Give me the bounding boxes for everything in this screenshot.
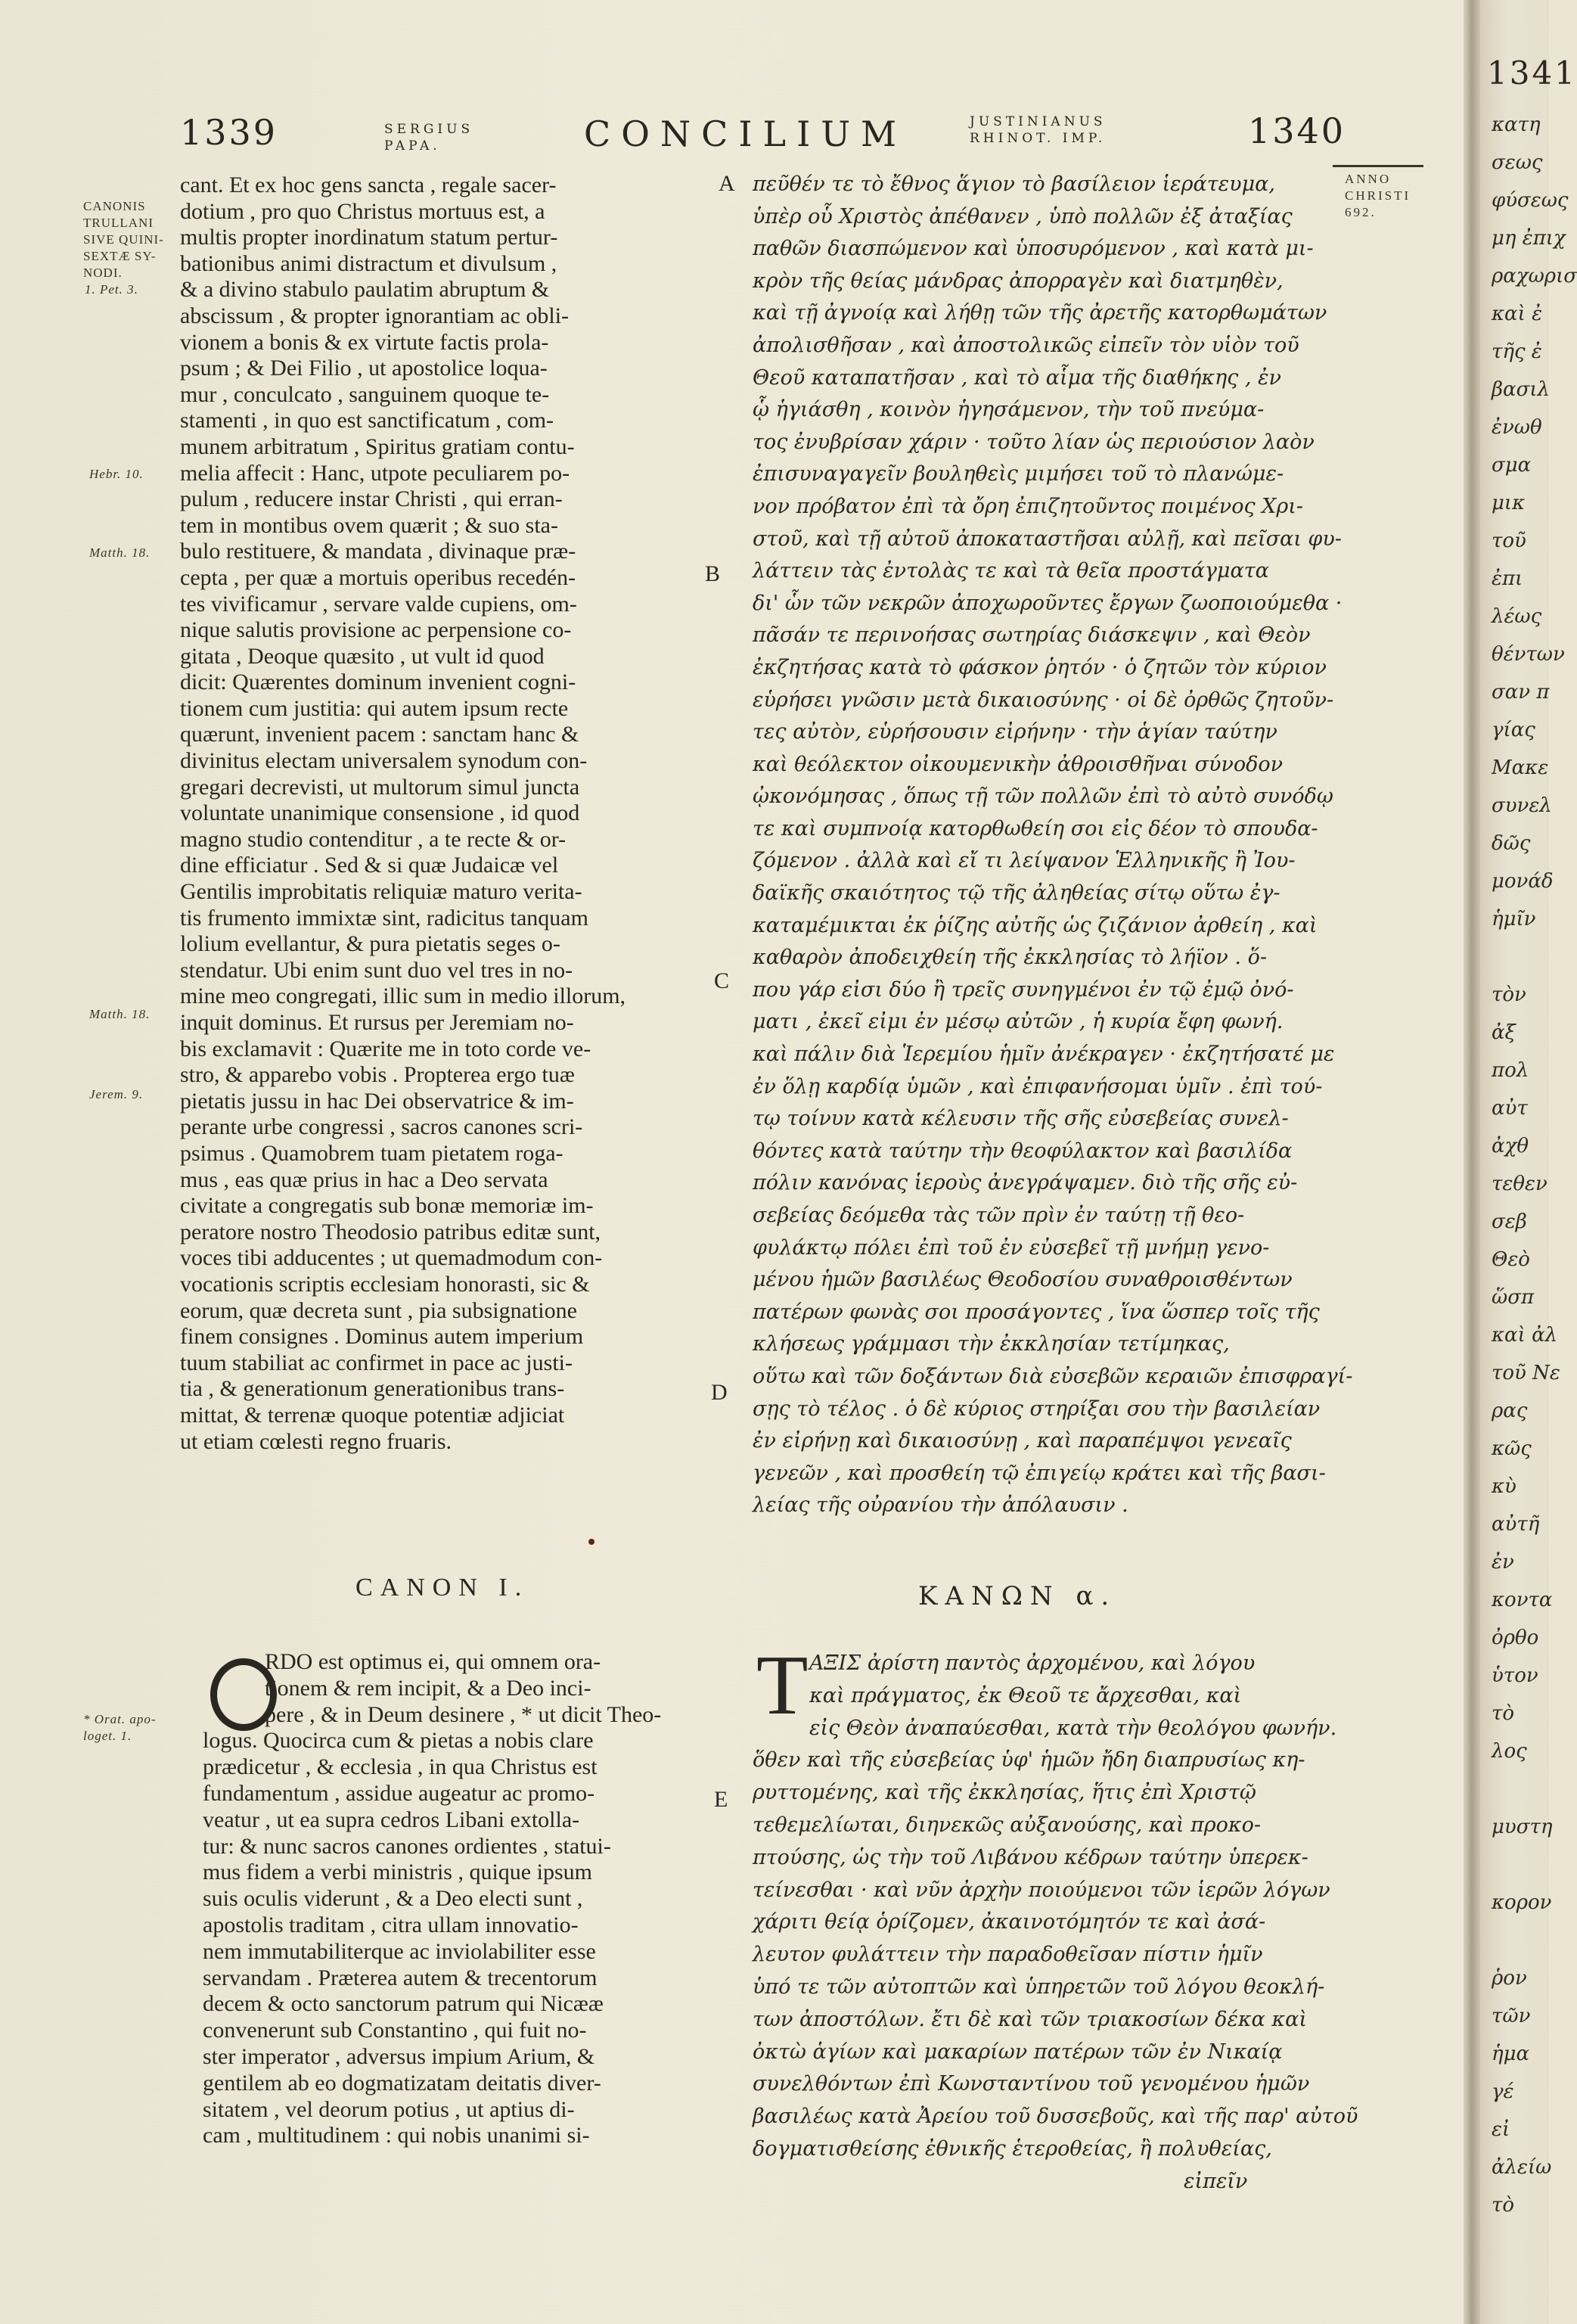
next-page-fragment: κορον — [1492, 1891, 1552, 1914]
greek-text-line: εὑρήσει γνῶσιν μετὰ δικαιοσύνης · οἱ δὲ ὀρθῶς ζητοῦν- — [753, 688, 1334, 712]
latin-text-line: multis propter inordinatum statum pertur- — [180, 225, 558, 250]
greek-text-line: τε καὶ συμπνοίᾳ κατορθωθείη σοι εἰς δέον τὸ σπουδα- — [753, 816, 1318, 840]
greek-canon-line: συνελθόντων ἐπὶ Κωνσταντίνου τοῦ γενομένου ἡμῶν — [753, 2072, 1310, 2096]
greek-text-line: καθαρὸν ἀποδειχθείη τῆς ἐκκλησίας τὸ λήϊον . ὅ- — [753, 946, 1267, 970]
greek-text-line: ᾠκονόμησας , ὅπως τῇ τῶν πολλῶν ἐπὶ τὸ αὐτὸ συνόδῳ — [753, 785, 1333, 809]
latin-column — [180, 172, 722, 1455]
latin-canon-line: tur: & nunc sacros canones ordientes , statui- — [203, 1833, 611, 1859]
running-head-line: RHINOT. IMP. — [970, 131, 1107, 146]
latin-canon-line: gentilem ab eo dogmatizatam deitatis diver- — [203, 2070, 601, 2096]
latin-text-line: tem in montibus ovem quærit ; & suo sta- — [180, 512, 558, 538]
latin-text-line: psimus . Quamobrem tuam pietatem roga- — [180, 1140, 563, 1166]
margin-note-ref: 1. Pet. 3. — [85, 282, 138, 297]
margin-note-line: CHRISTI — [1345, 188, 1411, 203]
next-page-fragment: συνελ — [1492, 794, 1552, 817]
left-page-number: 1339 — [180, 112, 278, 153]
latin-canon-line: logus. Quocirca cum & pietas a nobis clare — [203, 1728, 594, 1754]
greek-canon-line: χάριτι θείᾳ ὁρίζομεν, ἀκαινοτόμητόν τε καὶ ἀσά- — [753, 1910, 1266, 1934]
latin-text-line: abscissum , & propter ignorantiam ac obli- — [180, 303, 570, 328]
greek-text-line: ζόμενον . ἀλλὰ καὶ εἴ τι λείψανον Ἑλληνικῆς ἢ Ἰου- — [753, 849, 1296, 873]
greek-text-line: μένου ἡμῶν βασιλέως Θεοδοσίου συναθροισθέντων — [753, 1268, 1293, 1292]
greek-text-line: οὕτω καὶ τῶν δοξάντων διὰ εὐσεβῶν κεραιῶν ἐπισφραγί- — [753, 1364, 1353, 1388]
margin-note-ref: Jerem. 9. — [89, 1087, 144, 1101]
greek-text-line: ᾧ ἡγιάσθη , κοινὸν ἡγησάμενον, τὴν τοῦ πνεύμα- — [753, 398, 1265, 422]
next-page-fragment: γέ — [1492, 2080, 1514, 2103]
latin-canon-line: fundamentum , assidue augeatur ac promo- — [203, 1780, 595, 1806]
greek-canon-line: ὑπό τε τῶν αὐτοπτῶν καὶ ὑπηρετῶν τοῦ λόγου θεοκλή- — [753, 1974, 1325, 1999]
margin-note-ref: Matth. 18. — [89, 1007, 151, 1021]
greek-text-line: καὶ πάλιν διὰ Ἱερεμίου ἡμῖν ἀνέκραγεν · ἐκζητήσατέ με — [753, 1042, 1335, 1067]
next-page-fragment: αὐτῆ — [1492, 1513, 1540, 1536]
greek-text-line: τῳ τοίνυν κατὰ κέλευσιν τῆς σῆς εὐσεβείας συνελ- — [753, 1107, 1289, 1131]
section-letter-d: D — [711, 1380, 728, 1405]
running-head-line: JUSTINIANUS — [970, 114, 1107, 129]
section-letter-e: E — [714, 1787, 728, 1812]
latin-text-line: dicit: Quærentes dominum invenient cogni- — [180, 670, 576, 695]
margin-note-line: CANONIS — [83, 199, 146, 213]
latin-text-line: tionem cum justitia: qui autem ipsum recte — [180, 695, 569, 721]
canon-heading-latin: CANON I. — [355, 1574, 529, 1602]
margin-note-line: ANNO — [1345, 172, 1392, 186]
latin-text-line: mus , eas quæ prius in hac a Deo servata — [180, 1167, 548, 1192]
next-page-fragment: ὑτον — [1492, 1664, 1538, 1687]
greek-text-line: σεβείας δεόμεθα τὰς τῶν πρὶν ἐν ταύτῃ τῇ θεο- — [753, 1204, 1245, 1227]
latin-text-line: magno studio contenditur , a te recte & or- — [180, 826, 567, 852]
next-page-fragment: λέως — [1492, 605, 1542, 628]
greek-text-line: καὶ τῇ ἀγνοίᾳ καὶ λήθῃ τῶν τῆς ἀρετῆς κατορθωμάτων — [753, 301, 1327, 325]
next-page-fragment: Μακε — [1492, 757, 1549, 779]
latin-text-line: gregari decrevisti, ut multorum simul juncta — [180, 774, 580, 800]
greek-text-line: ἐν εἰρήνῃ καὶ δικαιοσύνῃ , καὶ παραπέμψοι γενεαῖς — [753, 1429, 1292, 1453]
latin-text-line: lolium evellantur, & pura pietatis seges o- — [180, 931, 560, 957]
next-page-fragment: τοῦ — [1492, 530, 1526, 552]
next-page-fragment: ἐν — [1492, 1551, 1514, 1574]
next-page-fragment: καὶ ἐ — [1492, 303, 1543, 325]
next-page-fragment: ὀρθο — [1492, 1626, 1539, 1649]
next-page-fragment: μυστη — [1492, 1816, 1553, 1838]
next-page-fragment: αὐτ — [1492, 1097, 1528, 1120]
greek-canon-line: πτούσης, ὡς τὴν τοῦ Λιβάνου κέδρων ταύτην ὑπερεκ- — [753, 1845, 1308, 1869]
greek-text-line: καὶ θεόλεκτον οἰκουμενικὴν ἀθροισθῆναι σύνοδον — [753, 752, 1284, 776]
latin-text-line: tes vivificamur , servare valde cupiens, om- — [180, 591, 577, 617]
left-running-head — [384, 121, 473, 174]
latin-text-line: psum ; & Dei Filio , ut apostolice loqua- — [180, 356, 548, 381]
margin-note-line: 692. — [1345, 205, 1377, 219]
ornament-dot — [588, 1539, 594, 1545]
latin-canon-line: apostolis traditam , citra ullam innovatio- — [203, 1912, 579, 1937]
latin-canon-line: pere , & in Deum desinere , * ut dicit Theo- — [265, 1701, 662, 1727]
next-page-fragment: τεθεν — [1492, 1173, 1548, 1195]
margin-note-ref: Matth. 18. — [89, 545, 151, 560]
latin-text-line: voluntate unanimique consensione , id quod — [180, 800, 580, 826]
next-page-fragment: εἰ — [1492, 2118, 1510, 2141]
next-page-fragment: μη ἐπιχ — [1492, 227, 1566, 250]
greek-text-line: πεῦθέν τε τὸ ἔθνος ἅγιον τὸ βασίλειον ἱεράτευμα, — [753, 172, 1275, 196]
latin-text-line: mittat, & terrenæ quoque potentiæ adjiciat — [180, 1402, 565, 1428]
latin-canon-column — [203, 1649, 722, 2149]
latin-text-line: Gentilis improbitatis reliquiæ maturo verita- — [180, 879, 582, 905]
latin-text-line: eorum, quæ decreta sunt , pia subsignatione — [180, 1297, 577, 1323]
latin-canon-line: RDO est optimus ei, qui omnem ora- — [265, 1649, 601, 1674]
greek-text-line: πατέρων φωνὰς σοι προσάγοντες , ἵνα ὥσπερ τοῖς τῆς — [753, 1300, 1320, 1324]
right-page-number: 1340 — [1248, 110, 1346, 151]
next-page-fragment: ῥον — [1492, 1967, 1527, 1990]
latin-text-line: finem consignes . Dominus autem imperium — [180, 1324, 584, 1350]
next-page-fragment: ἐπι — [1492, 567, 1523, 590]
latin-canon-line: veatur , ut ea supra cedros Libani extolla- — [203, 1807, 580, 1832]
latin-text-line: mine meo congregati, illic sum in medio illorum, — [180, 983, 626, 1009]
next-page-fragment: πολ — [1492, 1059, 1529, 1082]
section-letter-a: A — [719, 171, 735, 196]
latin-text-line: bationibus animi distractum et divulsum , — [180, 250, 557, 276]
next-page-fragment: τῆς ἐ — [1492, 340, 1542, 363]
next-page-fragment: γίας — [1492, 719, 1535, 741]
next-page-fragment: σεβ — [1492, 1210, 1527, 1233]
latin-text-line: pietatis jussu in hac Dei observatrice & im- — [180, 1088, 574, 1114]
section-letter-b: B — [705, 561, 721, 586]
page-title: CONCILIUM — [584, 113, 908, 154]
latin-text-line: civitate a congregatis sub bonæ memoriæ im- — [180, 1193, 594, 1219]
greek-text-line: λείας τῆς οὐρανίου τὴν ἀπόλαυσιν . — [753, 1493, 1128, 1518]
greek-canon-line: των ἀποστόλων. ἔτι δὲ καὶ τῶν τριακοσίων δέκα καὶ — [753, 2007, 1307, 2031]
greek-canon-line: λευτον φυλάττειν τὴν παραδοθεῖσαν πίστιν ἡμῖν — [753, 1943, 1263, 1967]
next-page-fragment: ὥσπ — [1492, 1286, 1535, 1309]
margin-note-line: TRULLANI — [83, 216, 154, 230]
greek-text-line: ἐκζητήσας κατὰ τὸ φάσκον ῥητόν · ὁ ζητῶν τὸν κύριον — [753, 655, 1327, 679]
next-page-fragment: Θεὸ — [1492, 1248, 1530, 1271]
greek-text-line: κρὸν τῆς θείας μάνδρας ἀπορραγὲν καὶ διατμηθὲν, — [753, 269, 1284, 293]
next-page-fragment: ἀξ — [1492, 1021, 1516, 1044]
greek-text-line: ἐν ὅλῃ καρδίᾳ ὑμῶν , καὶ ἐπιφανήσομαι ὑμῖν . ἐπὶ τού- — [753, 1074, 1323, 1098]
latin-text-line: vocationis scriptis ecclesiam honorasti, sic & — [180, 1271, 590, 1297]
margin-note-canons — [83, 198, 164, 281]
latin-canon-line: servandam . Præterea autem & trecentorum — [203, 1965, 598, 1990]
latin-canon-line: ster imperator , adversus impium Arium, & — [203, 2043, 595, 2069]
latin-text-line: ut etiam cœlesti regno fruaris. — [180, 1428, 452, 1454]
section-letter-c: C — [714, 968, 730, 993]
greek-text-line: θόντες κατὰ ταύτην τὴν θεοφύλακτον καὶ βασιλίδα — [753, 1139, 1293, 1163]
margin-note-ref: Hebr. 10. — [89, 467, 144, 481]
latin-text-line: divinitus electam universalem synodum con- — [180, 748, 588, 774]
greek-canon-line: δογματισθείσης ἐθνικῆς ἑτεροθείας, ἢ πολυθείας, — [753, 2136, 1272, 2161]
canon-heading-greek: ΚΑΝΩΝ α. — [918, 1581, 1117, 1611]
latin-text-line: melia affecit : Hanc, utpote peculiarem po- — [180, 460, 570, 486]
next-page-fragment: τοῦ Νε — [1492, 1362, 1560, 1384]
greek-canon-line: καὶ πράγματος, ἐκ Θεοῦ τε ἄρχεσθαι, καὶ — [809, 1683, 1242, 1707]
margin-note-line: loget. 1. — [83, 1729, 132, 1743]
next-page-fragment: σεως — [1492, 151, 1543, 174]
next-page-fragment: ἀχθ — [1492, 1135, 1529, 1157]
header-rule — [1333, 165, 1423, 167]
greek-text-line: ἐπισυναγαγεῖν βουληθεὶς μιμήσει τοῦ τὸ πλανώμε- — [753, 462, 1284, 486]
next-page-fragment: ἡμῖν — [1492, 908, 1536, 931]
greek-text-line: πᾶσάν τε περινοήσας σωτηρίας διάσκεψιν , καὶ Θεὸν — [753, 623, 1311, 648]
greek-text-line: ἀπολισθῆσαν , καὶ ἀποστολικῶς εἰπεῖν τὸν υἱὸν τοῦ — [753, 333, 1299, 357]
next-page-fragment: δῶς — [1492, 832, 1531, 855]
next-page-fragment: τὸ — [1492, 1702, 1515, 1725]
greek-text-line: φυλάκτῳ πόλει ἐπὶ τοῦ ἐν εὐσεβεῖ τῇ μνήμῃ γενο- — [753, 1235, 1270, 1260]
latin-canon-line: tionem & rem incipit, & a Deo inci- — [265, 1675, 591, 1701]
greek-text-line: τες αὐτὸν, εὑρήσουσιν εἰρήνην · τὴν ἁγίαν ταύτην — [753, 720, 1277, 744]
next-page-fragment: ρας — [1492, 1400, 1528, 1422]
greek-text-line: σῃς τὸ τέλος . ὁ δὲ κύριος στηρίξαι σου τὴν βασιλείαν — [753, 1397, 1321, 1421]
right-running-head — [970, 113, 1107, 166]
greek-text-line: ματι , ἐκεῖ εἰμι ἐν μέσῳ αὐτῶν , ἡ κυρία ἔφη φωνή. — [753, 1010, 1284, 1034]
greek-canon-line: ὀκτὼ ἁγίων καὶ μακαρίων πατέρων τῶν ἐν Νικαίᾳ — [753, 2040, 1283, 2064]
book-gutter — [1464, 0, 1480, 2324]
margin-note-line: SEXTÆ SY- — [83, 249, 157, 263]
greek-text-line: ὑπὲρ οὗ Χριστὸς ἀπέθανεν , ὑπὸ πολλῶν ἐξ ἀταξίας — [753, 204, 1293, 228]
next-page-fragment: κοντα — [1492, 1589, 1553, 1611]
latin-text-line: cant. Et ex hoc gens sancta , regale sacer- — [180, 172, 557, 197]
greek-canon-line: ΑΞΙΣ ἀρίστη παντὸς ἀρχομένου, καὶ λόγου — [809, 1651, 1256, 1675]
latin-canon-line: decem & octo sanctorum patrum qui Nicææ — [203, 1991, 604, 2017]
greek-text-line: νον πρόβατον ἐπὶ τὰ ὄρη ἐπιζητοῦντος ποιμένος Χρι- — [753, 494, 1303, 518]
latin-text-line: tuum stabiliat ac confirmet in pace ac justi- — [180, 1350, 573, 1375]
latin-text-line: bis exclamavit : Quærite me in toto corde ve- — [180, 1036, 591, 1061]
next-page-fragment: λος — [1492, 1740, 1527, 1763]
latin-text-line: tia , & generationum generationibus trans- — [180, 1376, 565, 1402]
greek-column — [753, 169, 1418, 1522]
latin-text-line: peratore nostro Theodosio patribus editæ sunt, — [180, 1219, 601, 1244]
greek-canon-line: εἰπεῖν — [1184, 2169, 1248, 2193]
next-page-fragment: κῶς — [1492, 1437, 1532, 1460]
greek-canon-line: τείνεσθαι · καὶ νῦν ἀρχὴν ποιούμενοι τῶν ἱερῶν λόγων — [753, 1878, 1330, 1902]
greek-text-line: γενεῶν , καὶ προσθείη τῷ ἐπιγείῳ κράτει καὶ τῆς βασι- — [753, 1461, 1326, 1485]
greek-text-line: Θεοῦ καταπατῆσαν , καὶ τὸ αἷμα τῆς διαθήκης , ἐν — [753, 365, 1281, 390]
next-page-fragment: σμα — [1492, 454, 1532, 477]
latin-text-line: voces tibi adducentes ; ut quemadmodum con- — [180, 1245, 603, 1271]
next-page-fragment: ἡμα — [1492, 2043, 1530, 2065]
next-page-fragment: ἀλείω — [1492, 2156, 1552, 2179]
latin-canon-line: cam , multitudinem : qui nobis unanimi si- — [203, 2123, 590, 2148]
greek-canon-column — [753, 1648, 1418, 2198]
next-page-fragment: καὶ ἀλ — [1492, 1324, 1558, 1347]
latin-text-line: dotium , pro quo Christus mortuus est, a — [180, 198, 545, 224]
latin-canon-line: prædicetur , & ecclesia , in qua Christus est — [203, 1754, 598, 1780]
next-page-fragment: ἐνωθ — [1492, 416, 1542, 439]
greek-text-line: τος ἐνυβρίσαν χάριν · τοῦτο λίαν ὡς περιούσιον λαὸν — [753, 430, 1315, 454]
next-page-fragment: μονάδ — [1492, 870, 1554, 893]
greek-text-line: δι' ὧν τῶν νεκρῶν ἀποχωροῦντες ἔργων ζωοποιούμεθα · — [753, 591, 1343, 615]
latin-text-line: munem arbitratum , Spiritus gratiam contu- — [180, 433, 575, 459]
latin-text-line: stendatur. Ubi enim sunt duo vel tres in no- — [180, 957, 573, 983]
running-head-line: SERGIUS — [384, 122, 474, 137]
next-page-fragment: μικ — [1492, 492, 1526, 514]
greek-text-line: καταμέμικται ἐκ ῥίζης αὐτῆς ὡς ζιζάνιον ἀρθείη , καὶ — [753, 913, 1318, 937]
margin-note-ref — [83, 1711, 157, 1745]
greek-canon-line: ρυττομένης, καὶ τῆς ἐκκλησίας, ἥτις ἐπὶ Χριστῷ — [753, 1781, 1256, 1805]
latin-text-line: nique salutis provisione ac perpensione co- — [180, 617, 572, 643]
next-page-fragment: κὺ — [1492, 1475, 1516, 1498]
greek-text-line: λάττειν τὰς ἐντολὰς τε καὶ τὰ θεῖα προστάγματα — [753, 559, 1269, 583]
next-page-fragment: θέντων — [1492, 643, 1565, 666]
latin-text-line: cepta , per quæ a mortuis operibus recedén- — [180, 564, 576, 590]
latin-canon-line: mus fidem a verbi ministris , quique ipsum — [203, 1860, 592, 1885]
greek-canon-line: τεθεμελίωται, διηνεκῶς αὐξανούσης, καὶ προκο- — [753, 1813, 1261, 1837]
next-page-fragment: φύσεως — [1492, 189, 1569, 212]
latin-text-line: perante urbe congressi , sacros canones scri- — [180, 1114, 583, 1140]
next-page-fragment: βασιλ — [1492, 378, 1551, 401]
margin-note-line: SIVE QUINI- — [83, 232, 164, 247]
next-page-fragment: τὸν — [1492, 983, 1526, 1006]
greek-canon-line: εἰς Θεὸν ἀναπαύεσθαι, κατὰ τὴν θεολόγου φωνήν. — [809, 1716, 1337, 1740]
next-page-fragment: ραχωρισ — [1492, 265, 1577, 287]
greek-canon-line: ὅθεν καὶ τῆς εὐσεβείας ὑφ' ἡμῶν ἤδη διαπρυσίως κη- — [753, 1748, 1305, 1773]
dropcap-tau: Τ — [756, 1639, 809, 1732]
latin-canon-line: nem immutabiliterque ac inviolabiliter esse — [203, 1938, 596, 1964]
latin-canon-line: sitatem , vel deorum potius , ut aptius di- — [203, 2096, 575, 2122]
next-page-fragment: κατη — [1492, 113, 1541, 136]
latin-text-line: inquit dominus. Et rursus per Jeremiam no- — [180, 1010, 574, 1035]
running-head-line: PAPA. — [384, 138, 441, 154]
next-page-fragment: τὸ — [1492, 2194, 1515, 2217]
greek-canon-line: βασιλέως κατὰ Ἀρείου τοῦ δυσσεβοῦς, καὶ τῆς παρ' αὐτοῦ — [753, 2105, 1358, 2129]
next-page-fragment: τῶν — [1492, 2005, 1531, 2027]
margin-note-line: * Orat. apo- — [83, 1712, 157, 1726]
greek-text-line: που γάρ εἰσι δύο ἢ τρεῖς συνηγμένοι ἐν τῷ ἐμῷ ὀνό- — [753, 977, 1294, 1002]
latin-text-line: pulum , reducere instar Christi , qui erran- — [180, 486, 563, 512]
latin-text-line: stamenti , in quo est sanctificatum , com- — [180, 408, 554, 433]
latin-text-line: tis frumento immixtæ sint, radicitus tanquam — [180, 905, 588, 931]
latin-text-line: dine efficiatur . Sed & si quæ Judaicæ vel — [180, 853, 559, 878]
greek-text-line: δαϊκῆς σκαιότητος τῷ τῆς ἀληθείας σίτῳ οὕτω ἐγ- — [753, 881, 1281, 906]
latin-text-line: & a divino stabulo paulatim abruptum & — [180, 277, 550, 303]
greek-text-line: πόλιν κανόνας ἱεροὺς ἀνεγράψαμεν. διὸ τῆς σῆς εὐ- — [753, 1171, 1298, 1195]
latin-text-line: quærunt, invenient pacem : sanctam hanc & — [180, 722, 579, 747]
latin-text-line: gitata , Deoque quæsito , ut vult id quod — [180, 643, 545, 669]
latin-text-line: mur , conculcato , sanguinem quoque te- — [180, 381, 550, 407]
latin-text-line: stro, & apparebo vobis . Propterea ergo tuæ — [180, 1062, 575, 1088]
next-page-fragment: σαν π — [1492, 681, 1550, 704]
latin-text-line: bulo restituere, & mandata , divinaque præ- — [180, 539, 576, 564]
latin-canon-line: suis oculis viderunt , & a Deo electi sunt , — [203, 1886, 583, 1912]
greek-text-line: κλήσεως γράμμασι τὴν ἐκκλησίαν τετίμηκας, — [753, 1332, 1230, 1356]
latin-canon-line: convenerunt sub Constantino , qui fuit no- — [203, 2018, 587, 2043]
greek-text-line: στοῦ, καὶ τῇ αὐτοῦ ἀποκαταστῆσαι αὐλῇ, καὶ πεῖσαι φυ- — [753, 527, 1342, 551]
next-page-number: 1341 — [1487, 54, 1577, 92]
margin-note-line: NODI. — [83, 266, 123, 280]
latin-text-line: vionem a bonis & ex virtute factis prola- — [180, 329, 549, 355]
greek-text-line: παθῶν διασπώμενον καὶ ὑποσυρόμενον , καὶ κατὰ μι- — [753, 237, 1314, 261]
